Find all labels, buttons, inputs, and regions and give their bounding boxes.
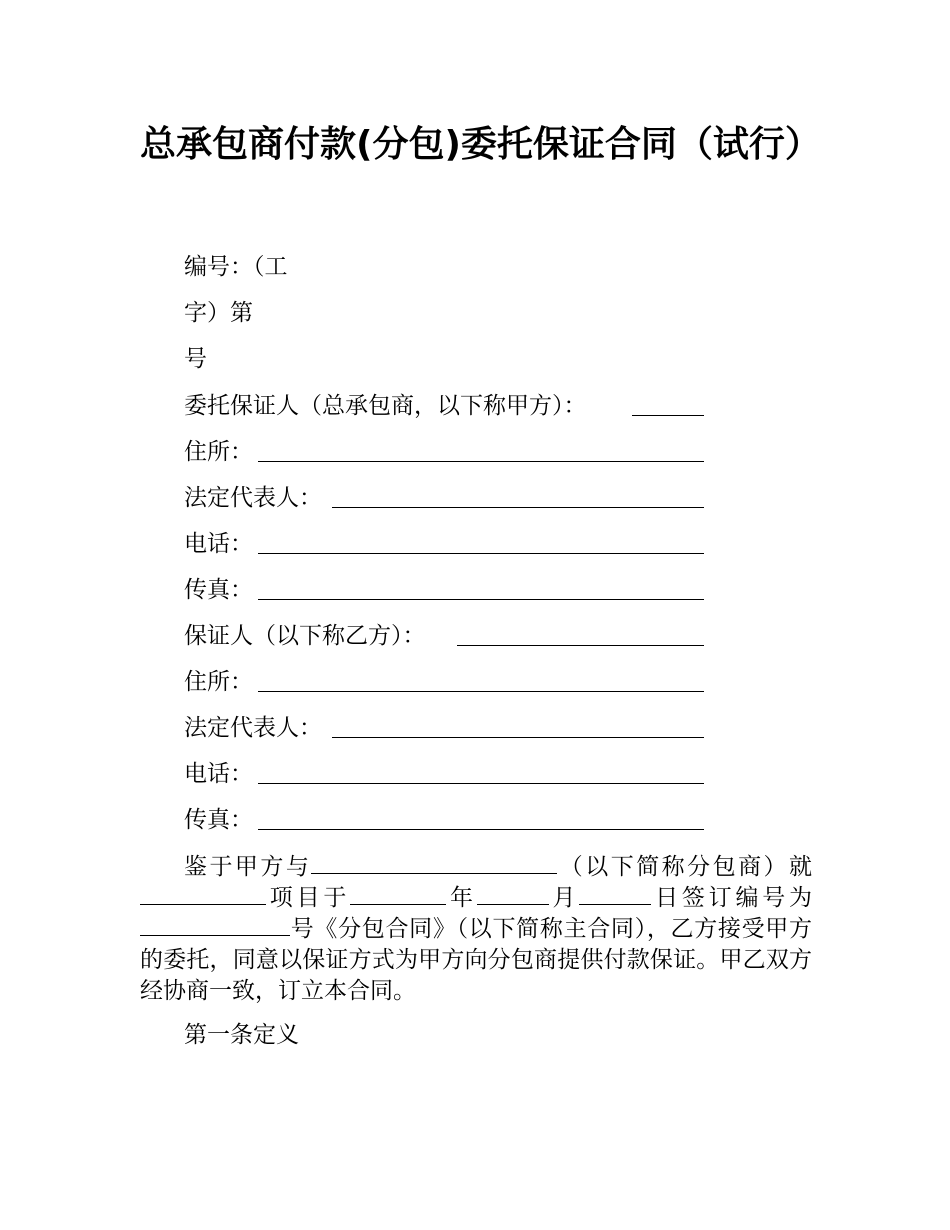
party-b-label: 保证人（以下称乙方）： bbox=[184, 623, 426, 649]
recital-text: （以下简称分包商）就 bbox=[557, 854, 813, 880]
party-b-phone-label: 电话： bbox=[184, 761, 253, 787]
party-a-legal-rep-blank bbox=[332, 507, 704, 508]
party-a-address-blank bbox=[258, 461, 704, 462]
contract-number-line-2: 字）第 bbox=[184, 300, 253, 326]
party-a-legal-rep-label: 法定代表人： bbox=[184, 485, 322, 511]
section-1-heading: 第一条定义 bbox=[184, 1022, 299, 1048]
contract-number-line-3: 号 bbox=[184, 346, 207, 372]
month-blank bbox=[477, 884, 549, 905]
party-b-name-blank bbox=[457, 645, 704, 646]
party-a-label: 委托保证人（总承包商，以下称甲方）： bbox=[184, 393, 587, 419]
party-b-phone-blank bbox=[258, 783, 704, 784]
project-name-blank bbox=[140, 884, 266, 905]
party-b-fax-blank bbox=[258, 829, 704, 830]
party-a-phone-blank bbox=[258, 553, 704, 554]
party-a-address-label: 住所： bbox=[184, 439, 253, 465]
subcontractor-name-blank bbox=[311, 853, 557, 874]
party-a-fax-label: 传真： bbox=[184, 577, 253, 603]
recital-text: 月 bbox=[548, 885, 580, 911]
recital-text: 项目于 bbox=[266, 885, 351, 911]
party-b-legal-rep-blank bbox=[332, 737, 704, 738]
party-b-legal-rep-label: 法定代表人： bbox=[184, 715, 322, 741]
contract-number-blank bbox=[140, 915, 290, 936]
recital-paragraph bbox=[140, 852, 812, 1007]
recital-text: 鉴于甲方与 bbox=[184, 854, 312, 880]
day-blank bbox=[579, 884, 651, 905]
party-a-name-blank bbox=[632, 415, 704, 416]
recital-text: 年 bbox=[446, 885, 477, 911]
party-b-fax-label: 传真： bbox=[184, 807, 253, 833]
year-blank bbox=[350, 884, 446, 905]
party-b-address-blank bbox=[258, 691, 704, 692]
document-title: 总承包商付款(分包)委托保证合同（试行） bbox=[140, 124, 821, 165]
recital-text: 日签订编号为 bbox=[651, 885, 813, 911]
party-b-address-label: 住所： bbox=[184, 669, 253, 695]
recital-text: 号《分包合同》（以下简称主合同），乙方接受甲方的委托，同意以保证方式为甲方向分包商提供付款保证。甲乙双方经协商一致，订立本合同。 bbox=[140, 916, 812, 1004]
party-a-fax-blank bbox=[258, 599, 704, 600]
party-a-phone-label: 电话： bbox=[184, 531, 253, 557]
contract-number-line-1: 编号：（工 bbox=[184, 254, 288, 280]
